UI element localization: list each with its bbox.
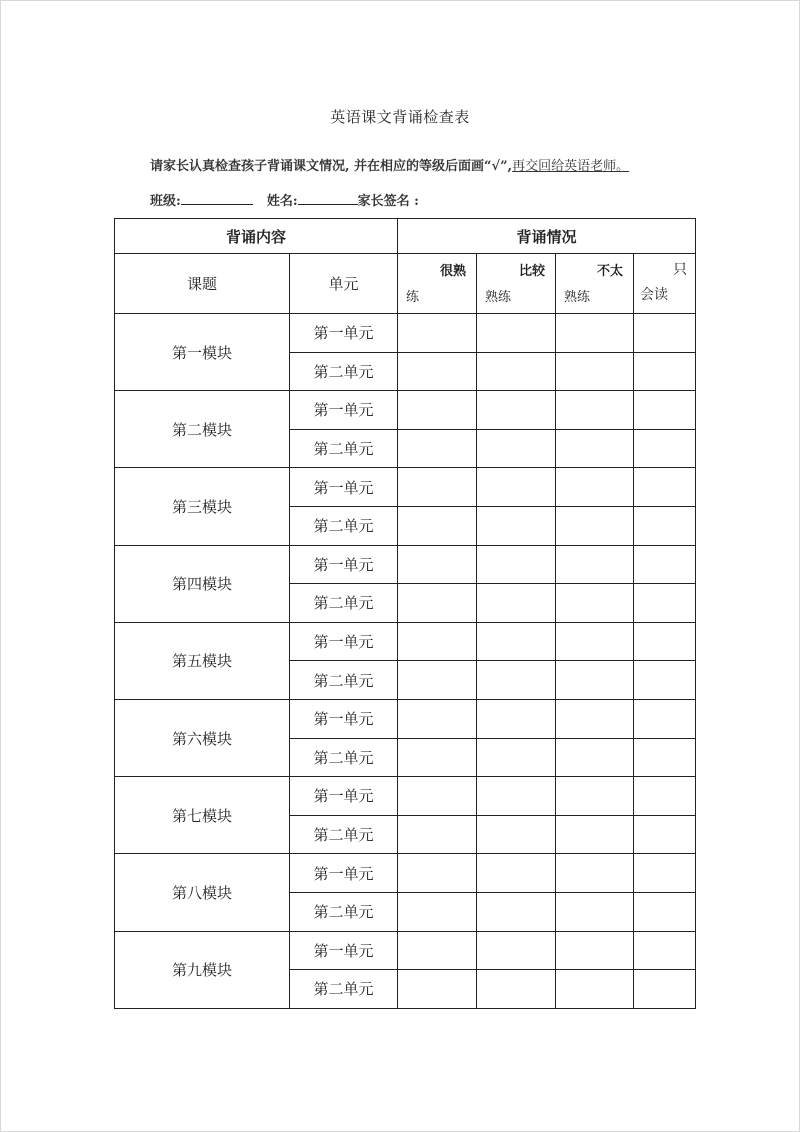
table-row <box>115 622 696 661</box>
check-cell[interactable] <box>398 854 477 893</box>
unit-name: 第二单元 <box>290 506 398 545</box>
module-name: 第四模块 <box>115 545 290 622</box>
table-row <box>115 314 696 353</box>
unit-name: 第二单元 <box>290 738 398 777</box>
check-cell[interactable] <box>634 314 696 353</box>
unit-name: 第一单元 <box>290 314 398 353</box>
module-name: 第一模块 <box>115 314 290 391</box>
check-cell[interactable] <box>556 661 634 700</box>
module-name: 第二模块 <box>115 391 290 468</box>
module-name: 第五模块 <box>115 622 290 699</box>
table-row <box>115 777 696 816</box>
check-cell[interactable] <box>634 777 696 816</box>
check-cell[interactable] <box>477 661 556 700</box>
check-cell[interactable] <box>556 429 634 468</box>
header-status: 背诵情况 <box>398 219 696 254</box>
check-cell[interactable] <box>634 506 696 545</box>
recitation-table <box>114 218 696 1009</box>
unit-name: 第一单元 <box>290 622 398 661</box>
check-cell[interactable] <box>634 622 696 661</box>
check-cell[interactable] <box>556 777 634 816</box>
check-cell[interactable] <box>634 931 696 970</box>
check-cell[interactable] <box>556 854 634 893</box>
check-cell[interactable] <box>556 738 634 777</box>
col-topic: 课题 <box>115 254 290 314</box>
check-cell[interactable] <box>398 584 477 623</box>
check-cell[interactable] <box>477 892 556 931</box>
check-cell[interactable] <box>398 391 477 430</box>
check-cell[interactable] <box>398 661 477 700</box>
check-cell[interactable] <box>556 391 634 430</box>
check-cell[interactable] <box>634 699 696 738</box>
level-read-only: 只 会读 <box>634 254 696 314</box>
unit-name: 第一单元 <box>290 777 398 816</box>
unit-name: 第二单元 <box>290 584 398 623</box>
col-unit: 单元 <box>290 254 398 314</box>
info-line <box>150 190 419 209</box>
check-cell[interactable] <box>477 429 556 468</box>
check-cell[interactable] <box>634 661 696 700</box>
check-cell[interactable] <box>556 970 634 1009</box>
table-row <box>115 545 696 584</box>
check-cell[interactable] <box>634 892 696 931</box>
check-cell[interactable] <box>398 815 477 854</box>
check-cell[interactable] <box>634 545 696 584</box>
level-very-fluent: 很熟 练 <box>398 254 477 314</box>
check-cell[interactable] <box>634 352 696 391</box>
check-cell[interactable] <box>477 314 556 353</box>
check-cell[interactable] <box>477 584 556 623</box>
table-row <box>115 391 696 430</box>
module-name: 第七模块 <box>115 777 290 854</box>
level-fairly-fluent: 比较 熟练 <box>477 254 556 314</box>
unit-name: 第二单元 <box>290 429 398 468</box>
check-cell[interactable] <box>398 931 477 970</box>
subheader-row <box>115 254 696 314</box>
check-cell[interactable] <box>398 622 477 661</box>
check-cell[interactable] <box>556 699 634 738</box>
check-cell[interactable] <box>477 854 556 893</box>
class-label: 班级: <box>150 194 181 209</box>
check-cell[interactable] <box>556 314 634 353</box>
check-cell[interactable] <box>477 970 556 1009</box>
table-row <box>115 931 696 970</box>
unit-name: 第一单元 <box>290 468 398 507</box>
check-cell[interactable] <box>634 584 696 623</box>
check-cell[interactable] <box>556 892 634 931</box>
parent-signature-label: 家长签名 : <box>357 194 419 209</box>
check-cell[interactable] <box>477 931 556 970</box>
name-field[interactable] <box>298 192 358 205</box>
check-cell[interactable] <box>477 699 556 738</box>
unit-name: 第二单元 <box>290 815 398 854</box>
instruction-underlined: 再交回给英语老师。 <box>512 159 630 174</box>
check-cell[interactable] <box>477 352 556 391</box>
table-row <box>115 468 696 507</box>
check-cell[interactable] <box>556 468 634 507</box>
check-cell[interactable] <box>556 931 634 970</box>
check-cell[interactable] <box>634 468 696 507</box>
check-cell[interactable] <box>556 815 634 854</box>
check-cell[interactable] <box>398 970 477 1009</box>
check-cell[interactable] <box>477 738 556 777</box>
check-cell[interactable] <box>398 429 477 468</box>
check-cell[interactable] <box>556 506 634 545</box>
check-cell[interactable] <box>634 391 696 430</box>
header-row <box>115 219 696 254</box>
check-cell[interactable] <box>477 468 556 507</box>
check-cell[interactable] <box>398 777 477 816</box>
check-cell[interactable] <box>477 622 556 661</box>
check-cell[interactable] <box>556 622 634 661</box>
unit-name: 第二单元 <box>290 892 398 931</box>
check-cell[interactable] <box>477 506 556 545</box>
unit-name: 第二单元 <box>290 661 398 700</box>
instruction-main: 请家长认真检查孩子背诵课文情况, 并在相应的等级后面画“√”, <box>150 159 513 174</box>
page-title: 英语课文背诵检查表 <box>330 108 470 126</box>
check-cell[interactable] <box>398 314 477 353</box>
module-name: 第三模块 <box>115 468 290 545</box>
module-name: 第八模块 <box>115 854 290 931</box>
table-row <box>115 699 696 738</box>
check-cell[interactable] <box>398 468 477 507</box>
check-cell[interactable] <box>398 545 477 584</box>
instruction-text <box>150 155 629 174</box>
unit-name: 第二单元 <box>290 970 398 1009</box>
level-not-fluent: 不太 熟练 <box>556 254 634 314</box>
unit-name: 第一单元 <box>290 931 398 970</box>
check-cell[interactable] <box>477 545 556 584</box>
name-label: 姓名: <box>266 194 298 209</box>
check-cell[interactable] <box>398 892 477 931</box>
check-cell[interactable] <box>556 584 634 623</box>
check-cell[interactable] <box>398 352 477 391</box>
check-cell[interactable] <box>634 970 696 1009</box>
class-field[interactable] <box>181 192 253 205</box>
module-name: 第六模块 <box>115 699 290 776</box>
module-name: 第九模块 <box>115 931 290 1008</box>
check-cell[interactable] <box>556 545 634 584</box>
unit-name: 第一单元 <box>290 391 398 430</box>
check-cell[interactable] <box>398 738 477 777</box>
check-cell[interactable] <box>477 815 556 854</box>
check-cell[interactable] <box>477 391 556 430</box>
unit-name: 第一单元 <box>290 854 398 893</box>
unit-name: 第一单元 <box>290 545 398 584</box>
check-cell[interactable] <box>398 699 477 738</box>
check-cell[interactable] <box>634 738 696 777</box>
check-cell[interactable] <box>634 854 696 893</box>
unit-name: 第一单元 <box>290 699 398 738</box>
unit-name: 第二单元 <box>290 352 398 391</box>
check-cell[interactable] <box>477 777 556 816</box>
check-cell[interactable] <box>556 352 634 391</box>
check-cell[interactable] <box>634 815 696 854</box>
table-row <box>115 854 696 893</box>
header-content: 背诵内容 <box>115 219 398 254</box>
check-cell[interactable] <box>398 506 477 545</box>
check-cell[interactable] <box>634 429 696 468</box>
